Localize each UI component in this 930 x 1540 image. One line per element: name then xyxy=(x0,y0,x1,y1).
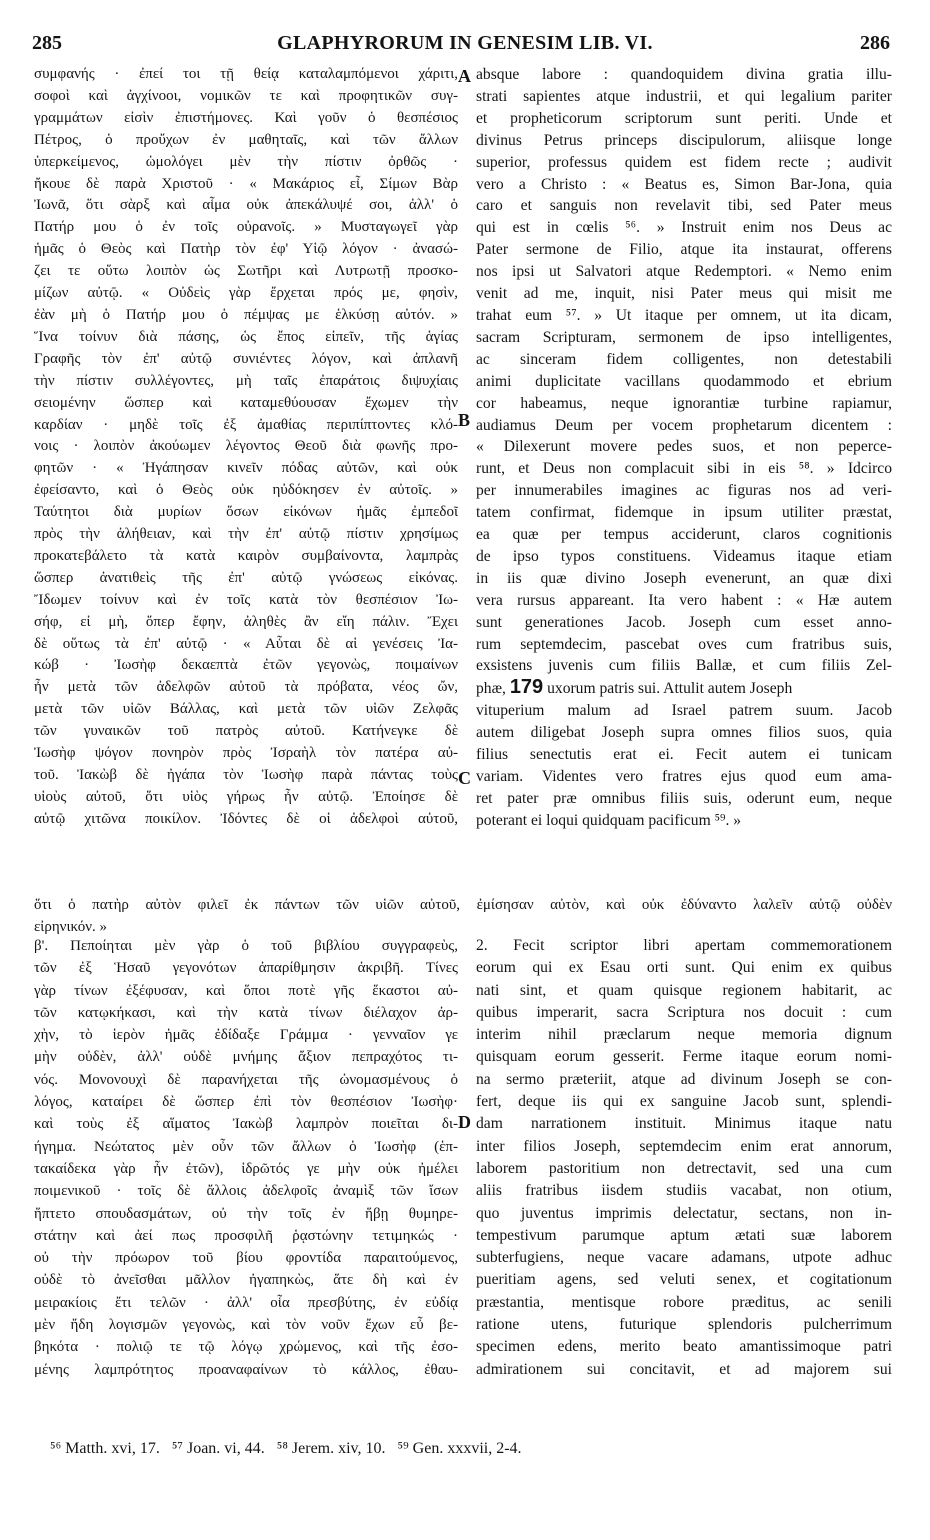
latin-line: quisquam eorum gesserit. Ferme itaque eorum nomi- xyxy=(476,1048,892,1066)
greek-line: σοφοὶ καὶ ἀγχίνοοι, νομικῶν τε καὶ προφητικῶν συγ- xyxy=(34,87,458,104)
latin-line: absque labore : quandoquidem divina gratia illu- xyxy=(476,66,892,83)
latin-line: dam narrationem instituit. Minimus itaque natu xyxy=(476,1115,892,1133)
latin-line: divinus Petrus princeps discipulorum, aliisque longe xyxy=(476,131,892,149)
greek-line: γραμμάτων εἰσὶν ἐπιστήμονες. Καὶ γοῦν ὁ θεσπέσιος xyxy=(34,109,458,126)
latin-line-start: phæ, xyxy=(476,680,506,698)
greek-line: Ἴδωμεν τοίνυν καὶ ἐν τοῖς κατὰ τὸν θεσπέσιον Ἰω- xyxy=(34,591,458,608)
latin-line: rum septemdecim, pascebat oves cum fratribus suis, xyxy=(476,635,892,653)
latin-line: de ipso typos constituens. Videamus itaque etiam xyxy=(476,547,892,565)
footnotes: ⁵⁶ Matth. xvi, 17. ⁵⁷ Joan. vi, 44. ⁵⁸ Jerem. xiv, 10. ⁵⁹ Gen. xxxvii, 2-4. xyxy=(50,1440,522,1457)
latin-line: inter filios Joseph, septemdecim enim erat annorum, xyxy=(476,1137,892,1155)
latin-column-top xyxy=(476,64,892,832)
greek-line: αὐτῷ χιτῶνα ποικίλον. Ἰδόντες δὲ οἱ ἀδελφοὶ αὐτοῦ, xyxy=(34,810,458,827)
latin-line: subterfugiens, neque vacare adamans, utpote adhuc xyxy=(476,1249,892,1267)
greek-line: οὐδὲ τὸ ἀνεῖσθαι μᾶλλον ἠγαπηκὼς, ἅτε δὴ καὶ ἐν xyxy=(34,1272,458,1289)
greek-line: οὐ τὴν πρόωρον τοῦ βίου φροντίδα παραιτούμενος, xyxy=(34,1250,458,1267)
latin-line: autem diligebat Joseph supra omnes filios suos, quia xyxy=(476,724,892,742)
greek-line: ὥσπερ ἀνατιθεὶς τῆς ἐπ' αὐτῷ γνώσεως εἰκόνας. xyxy=(34,569,458,586)
latin-line: ac sinceram fidem colligentes, non detestabili xyxy=(476,350,892,368)
latin-line xyxy=(476,677,892,700)
greek-line: Ταύτητοι διὰ μυρίων ὅσων εἰκόνων ἡμᾶς ἐμπεδοῖ xyxy=(34,504,458,521)
greek-closing-line: εἰρηνικόν. » xyxy=(34,919,107,935)
latin-line: cor habeamus, neque ignorantiæ turbine rapiamur, xyxy=(476,394,892,412)
greek-line: μειρακίοις ἔτι τελῶν · ἀλλ' οἷα πρεσβύτης, ἐν εὐδίᾳ xyxy=(34,1294,458,1311)
latin-line: animi duplicitate vacillans quodammodo et ebrium xyxy=(476,372,892,390)
margin-marker-c: C xyxy=(458,768,471,788)
greek-line: ζει τε οὕτω λοιπὸν ὡς Σωτῆρι καὶ Λυτρωτῇ προσκο- xyxy=(34,263,458,280)
greek-line: Ἰωσὴφ ψόγον πονηρὸν πρὸς Ἰσραὴλ τὸν πατέρα αὐ- xyxy=(34,745,458,762)
latin-line: sunt generationes Jacob. Joseph cum esset anno- xyxy=(476,613,892,631)
greek-line: τακαίδεκα γὰρ ἦν ἐτῶν), ἱδρῶτός γε μὴν οὐκ ἠμέλει xyxy=(34,1160,458,1177)
margin-marker-b: B xyxy=(458,410,471,430)
greek-line: κώβ · Ἰωσὴφ δεκαεπτὰ ἐτῶν γεγονὼς, ποιμαίνων xyxy=(34,657,458,674)
greek-line: λόγος, καταίρει δὲ ὥσπερ ἐπὶ τὸν θεσπέσιον Ἰωσὴφ· xyxy=(34,1094,458,1111)
latin-line: eorum qui ex Esau orti sunt. Qui enim ex quibus xyxy=(476,959,892,977)
margin-marker-a: A xyxy=(458,66,471,86)
greek-line: μὴν οὐδὲν, ἀλλ' οὐδὲ μνήμης ἄξιον πεπραχότος τι- xyxy=(34,1049,458,1066)
latin-line: tempestivum parumque aptum ætati suæ laborem xyxy=(476,1226,892,1244)
greek-line: Ἵνα τοίνυν διὰ πάσης, ὡς ἔπος εἰπεῖν, τῆς ἁγίας xyxy=(34,328,458,345)
greek-line: ἐὰν μὴ ὁ Πατήρ μου ὁ πέμψας με ἑλκύσῃ αὐτόν. » xyxy=(34,306,458,323)
running-header xyxy=(0,32,930,62)
latin-line: admirationem sui concitavit, et ad majorem sui xyxy=(476,1360,892,1378)
greek-line: ποιμενικοῦ · τοῖς δὲ ἄλλοις ἀδελφοῖς ἀναμὶξ τῶν ἴσων xyxy=(34,1183,458,1200)
greek-line: ήγημα. Νεώτατος μὲν οὖν τῶν ἄλλων ὁ Ἰωσὴφ (ἑπ- xyxy=(34,1138,458,1155)
latin-line: na sermo præteriit, atque ad divinum Joseph se con- xyxy=(476,1070,892,1088)
greek-line: στάτην καὶ ἀεί πως προσφιλῆ ῥᾳστώνην τετιμηκώς · xyxy=(34,1227,458,1244)
latin-line: sacram Scripturam, sermonem de ipso intelligentes, xyxy=(476,328,892,346)
greek-line: προκατεβάλετο τὰ κατὰ καιρὸν συμβαίνοντα, λαμπρὰς xyxy=(34,547,458,564)
latin-line: audiamus Deum per vocem prophetarum dicentem : xyxy=(476,416,892,434)
greek-line: σήφ, εἰ μὴ, ὅπερ ἔφην, ἀληθὲς ἂν εἴη πάλιν. Ἔχει xyxy=(34,613,458,630)
greek-line: συμφανής · ἐπεί τοι τῇ θείᾳ καταλαμπόμενοι χάριτι, xyxy=(34,66,458,82)
greek-line: γὰρ τίνων ἐξέφυσαν, καὶ ὅποι ποτὲ γῆς ἕκαστοι αὐ- xyxy=(34,982,458,999)
latin-line: laborem pastoritium non detrectavit, sed una cum xyxy=(476,1159,892,1177)
latin-line: nati sint, et quam quisque regionem habitarit, ac xyxy=(476,981,892,999)
greek-line: ἐφείσαντο, καὶ ὁ Θεὸς οὐκ ηὐδόκησεν ἐν αὐτοῖς. » xyxy=(34,482,458,499)
latin-line: superior, professus quidem est fidem recte ; audivit xyxy=(476,153,892,171)
latin-line: variam. Videntes vero fratres ejus quod eum ama- xyxy=(476,768,892,785)
latin-line: quibus imperarit, sacra Scriptura nos docuit : cum xyxy=(476,1003,892,1021)
greek-line: νοις · λοιπὸν ἀκούωμεν λέγοντος Θεοῦ διὰ φωνῆς προ- xyxy=(34,438,458,455)
greek-column-bottom xyxy=(34,935,458,1381)
page-number-right: 286 xyxy=(860,32,890,54)
column-number: 179 xyxy=(509,677,544,699)
latin-line: « Dilexerunt movere pedes suos, et non peperce- xyxy=(476,438,892,456)
margin-marker-d: D xyxy=(458,1112,471,1132)
latin-line: vero a Christo : « Beatus es, Simon Bar-Jona, quia xyxy=(476,175,892,193)
greek-line: τῶν ἐξ Ἡσαῦ γεγονότων ἀπαρίθμησιν ἀκριβῆ. Τίνες xyxy=(34,960,458,977)
latin-line: ratione utens, futurique splendoris pulcherrimum xyxy=(476,1316,892,1334)
latin-line: strati sapientes atque industrii, et qui legalium pariter xyxy=(476,87,892,105)
greek-line: δὲ οὕτως τὰ ἐπ' αὐτῷ · « Αὗται δὲ αἱ γενέσεις Ἰα- xyxy=(34,635,458,652)
greek-line: τοῦ. Ἰακὼβ δὲ ἠγάπα τὸν Ἰωσὴφ παρὰ πάντας τοὺς xyxy=(34,767,458,783)
latin-line: venit ad me, inquit, nisi Pater meus qui misit me xyxy=(476,285,892,303)
greek-line: φητῶν · « Ἠγάπησαν κινεῖν πόδας αὐτῶν, καὶ οὐκ xyxy=(34,460,458,477)
latin-line: fert, deque iis qui ex sanguine Jacob sunt, splendi- xyxy=(476,1093,892,1111)
greek-line: τὴν πίστιν συλλέγοντες, μὴ ταῖς ἐπαράτοις διψυχίαις xyxy=(34,372,458,389)
greek-line: ἦν μετὰ τῶν ἀδελφῶν αὐτοῦ τὰ πρόβατα, νέος ὤν, xyxy=(34,679,458,696)
greek-line: Ἰωνᾶ, ὅτι σὰρξ καὶ αἷμα οὐκ ἀπεκάλυψέ σοι, ἀλλ' ὁ xyxy=(34,197,458,214)
greek-line: μετὰ τῶν υἱῶν Βάλλας, καὶ μετὰ τῶν υἱῶν Ζελφᾶς xyxy=(34,701,458,718)
latin-line: trahat eum ⁵⁷. » Ut itaque per omnem, ut ita dicam, xyxy=(476,306,892,324)
greek-line: νός. Μονονουχὶ δὲ παρανήχεται τῆς ὠνομασμένους ὁ xyxy=(34,1071,458,1088)
latin-line: tatem confirmat, fidemque in ipsum utiliter præstat, xyxy=(476,504,892,522)
latin-line: et propheticorum scriptorum sunt periti. Unde et xyxy=(476,109,892,127)
greek-line: καρδίαν · μηδὲ τοῖς ἐξ ἀμαθίας περιπίπτοντες κλό- xyxy=(34,416,458,433)
latin-line: runt, et Deus non complacuit sibi in eis ⁵⁸. » Idcirco xyxy=(476,460,892,478)
latin-line: per innumerabiles imagines ac figuras nos ad veri- xyxy=(476,482,892,500)
greek-line: Πέτρος, ὁ προὔχων ἐν μαθηταῖς, καὶ τῶν ἄλλων xyxy=(34,131,458,148)
greek-line: μένης λαμπρότητος προαναφαίνων τὸ κάλλος, ἐθαυ- xyxy=(34,1361,458,1378)
latin-line-rest: uxorum patris sui. Attulit autem Joseph xyxy=(547,680,793,698)
greek-line: σειομένην ὥσπερ καὶ καταμεθύουσαν ἔχωμεν τὴν xyxy=(34,394,458,411)
greek-line: β'. Πεποίηται μὲν γὰρ ὁ τοῦ βιβλίου συγγραφεὺς, xyxy=(34,938,458,954)
latin-line: 2. Fecit scriptor libri apertam commemorationem xyxy=(476,937,892,954)
latin-line: interim nihil præclarum neque memoria dignum xyxy=(476,1026,892,1044)
greek-full-width-line: ὅτι ὁ πατὴρ αὐτὸν φιλεῖ ἐκ πάντων τῶν υἱῶν αὐτοῦ, ἐμίσησαν αὐτὸν, καὶ οὐκ ἐδύναντο λαλεῖν αὐτῷ οὐδὲν xyxy=(34,897,892,913)
greek-column-top xyxy=(34,64,458,831)
latin-line: filius senectutis erat ei. Fecit autem ei tunicam xyxy=(476,746,892,764)
greek-line: μὲν ἤδη λογισμῶν γεγονὼς, καὶ τὸν νοῦν ἔχων εὖ βε- xyxy=(34,1317,458,1334)
latin-line: qui est in cœlis ⁵⁶. » Instruit enim nos Deus ac xyxy=(476,219,892,237)
greek-line: χὴν, τὸ ἱερὸν ἡμᾶς ἐδίδαξε Γράμμα · γενναῖον γε xyxy=(34,1027,458,1044)
latin-line: aliis fratribus iisdem studiis vacabat, non otium, xyxy=(476,1182,892,1200)
greek-line: ἡμᾶς ὁ Θεὸς καὶ Πατὴρ τὸν ἐφ' Υἱῷ λόγον · ἀνασώ- xyxy=(34,241,458,258)
latin-line: nos ipsi ut Salvatori atque Redemptori. « Nemo enim xyxy=(476,263,892,281)
latin-line: Pater sermone de Filio, atque ita instaurat, offerens xyxy=(476,241,892,259)
greek-line: ἤκουε δὲ παρὰ Χριστοῦ · « Μακάριος εἶ, Σίμων Βὰρ xyxy=(34,175,458,192)
greek-line: καὶ τοὺς ἐξ αἵματος Ἰακὼβ λαμπρὸν ποιεῖται δι- xyxy=(34,1116,458,1133)
greek-line: Πατήρ μου ὁ ἐν τοῖς οὐρανοῖς. » Μυσταγωγεῖ γὰρ xyxy=(34,219,458,236)
latin-line: vituperium malum ad Israel patrem suum. Jacob xyxy=(476,702,892,720)
latin-line: exsistens juvenis cum filiis Ballæ, et cum filiis Zel- xyxy=(476,657,892,675)
greek-line: Γραφῆς τὸν ἐπ' αὐτῷ συνιέντες λόγον, καὶ ἀπλανῆ xyxy=(34,350,458,367)
greek-line: βηκότα · πολιῷ τε τῷ λόγῳ χρώμενος, καὶ τῆς ἐσο- xyxy=(34,1339,458,1356)
latin-line: vera rursus appareant. Ita vero habent : « Hæ autem xyxy=(476,591,892,609)
greek-line: μίζων αὐτῷ. « Οὐδεὶς γὰρ ἔρχεται πρός με, φησὶν, xyxy=(34,285,458,302)
latin-line: specimen edens, merito beato amantissimoque patri xyxy=(476,1338,892,1356)
page-number-left: 285 xyxy=(32,32,62,54)
greek-line: υἱοὺς αὐτοῦ, ὅτι υἱὸς γήρως ἦν αὐτῷ. Ἐποίησε δὲ xyxy=(34,788,458,805)
latin-column-bottom xyxy=(476,935,892,1381)
greek-line: πρὸς τὴν ἀλήθειαν, καὶ τὴν ἐπ' αὐτῷ πίστιν χρησίμως xyxy=(34,526,458,543)
latin-line: in iis quæ divino Joseph evenerunt, an quæ dixi xyxy=(476,569,892,587)
latin-line: caro et sanguis non revelavit tibi, sed Pater meus xyxy=(476,197,892,215)
greek-line: ὑπερκείμενος, ὡμολόγει μὲν τὴν πίστιν ὀρθῶς · xyxy=(34,153,458,170)
greek-line: τῶν γυναικῶν τοῦ πατρὸς αὐτοῦ. Κατήνεγκε δὲ xyxy=(34,723,458,740)
latin-line: quo juventus imprimis delectatur, sectans, non in- xyxy=(476,1204,892,1222)
running-title: GLAPHYRORUM IN GENESIM LIB. VI. xyxy=(277,32,653,54)
latin-line: poterant ei loqui quidquam pacificum ⁵⁹. » xyxy=(476,811,742,829)
latin-line: pueritiam agens, sed veluti senex, et cogitationum xyxy=(476,1271,892,1289)
latin-line: præstantia, mentisque robore præditus, ac senili xyxy=(476,1293,892,1311)
greek-line: ἥπτετο σπουδασμάτων, οὐ τὴν τοῖς ἐν ἥβῃ θυμηρε- xyxy=(34,1205,458,1222)
latin-line: ea quæ per tempus acciderunt, claros cognitionis xyxy=(476,526,892,544)
greek-line: τῶν κατῳκήκασι, καὶ τὴν κατὰ τίνων διέλαχον ἀρ- xyxy=(34,1004,458,1021)
latin-line: ret pater præ omnibus filiis suis, oderunt eum, neque xyxy=(476,789,892,807)
